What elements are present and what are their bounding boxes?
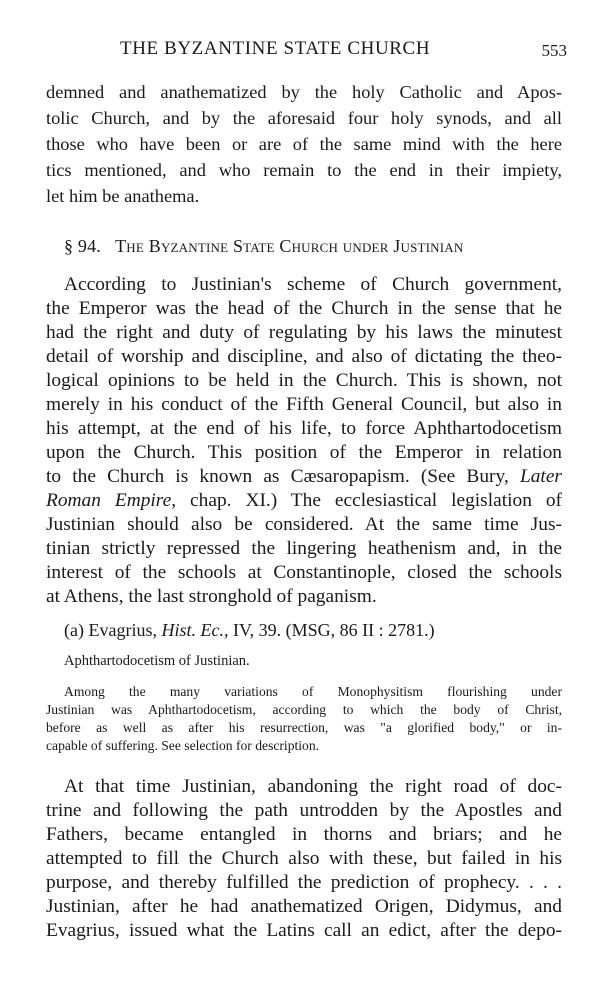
body-line: interest of the schools at Constantinople, closed the schools [46,562,562,583]
body-line: logical opinions to be held in the Church. This is shown, not [46,370,562,391]
source-citation [64,620,435,641]
section-number: § 94. [64,236,101,256]
body-line: his attempt, at the end of his life, to force Aphthartodocetism [46,418,562,439]
source-author: (a) Evagrius, [64,620,157,640]
intro-line: let him be anathema. [46,186,200,206]
body-line: detail of worship and discipline, and also of dictating the theo- [46,346,562,367]
body-line: the Emperor was the head of the Church in the sense that he [46,298,562,319]
quote-line: attempted to fill the Church also with these, but failed in his [46,848,562,869]
quote-line: purpose, and thereby fulfilled the prediction of prophecy. . . . [46,872,562,893]
body-line-with-italic [46,490,562,512]
body-line: tinian strictly repressed the lingering heathenism and, in the [46,538,562,559]
body-line: Justinian should also be considered. At the same time Jus- [46,514,562,535]
intro-line: demned and anathematized by the holy Catholic and Apos- [46,82,562,102]
body-line: upon the Church. This position of the Emperor in relation [46,442,562,463]
body-line: had the right and duty of regulating by his laws the minutest [46,322,562,343]
quote-line: trine and following the path untrodden by the Apostles and [46,800,562,821]
quote-line: At that time Justinian, abandoning the right road of doc- [64,776,562,797]
note-line: capable of suffering. See selection for description. [46,738,320,753]
section-heading [64,236,463,257]
page-header [0,38,607,68]
intro-line: tolic Church, and by the aforesaid four holy synods, and all [46,108,562,128]
note-line: before as well as after his resurrection, was "a glorified body," or in- [46,720,562,735]
running-head: THE BYZANTINE STATE CHURCH [120,38,431,59]
note-line: Justinian was Aphthartodocetism, according to which the body of Christ, [46,702,562,717]
source-work: Hist. Ec., [161,620,229,640]
italic-title-part: Roman Empire, [46,490,177,511]
italic-title-part: Later [519,466,562,487]
selection-subheading: Aphthartodocetism of Justinian. [64,653,250,669]
body-line: merely in his conduct of the Fifth General Council, but also in [46,394,562,415]
body-text: chap. XI.) The ecclesiastical legislation of [190,490,562,511]
quote-line: Fathers, became entangled in thorns and briars; and he [46,824,562,845]
body-line: at Athens, the last stronghold of paganism. [46,586,377,607]
intro-line: those who have been or are of the same mind with the here [46,134,562,154]
quote-line: Justinian, after he had anathematized Origen, Didymus, and [46,896,562,917]
body-line-with-italic [46,466,562,488]
body-text: to the Church is known as Cæsaropapism. (See Bury, [46,466,509,487]
section-title: The Byzantine State Church under Justinian [115,236,464,256]
intro-line: tics mentioned, and who remain to the end in their impiety, [46,160,562,180]
body-line: According to Justinian's scheme of Church government, [64,274,562,295]
quote-line: Evagrius, issued what the Latins call an edict, after the depo- [46,920,562,941]
page-number: 553 [541,41,567,60]
source-reference: IV, 39. (MSG, 86 II : 2781.) [232,620,435,640]
note-line: Among the many variations of Monophysitism flourishing under [64,684,562,699]
